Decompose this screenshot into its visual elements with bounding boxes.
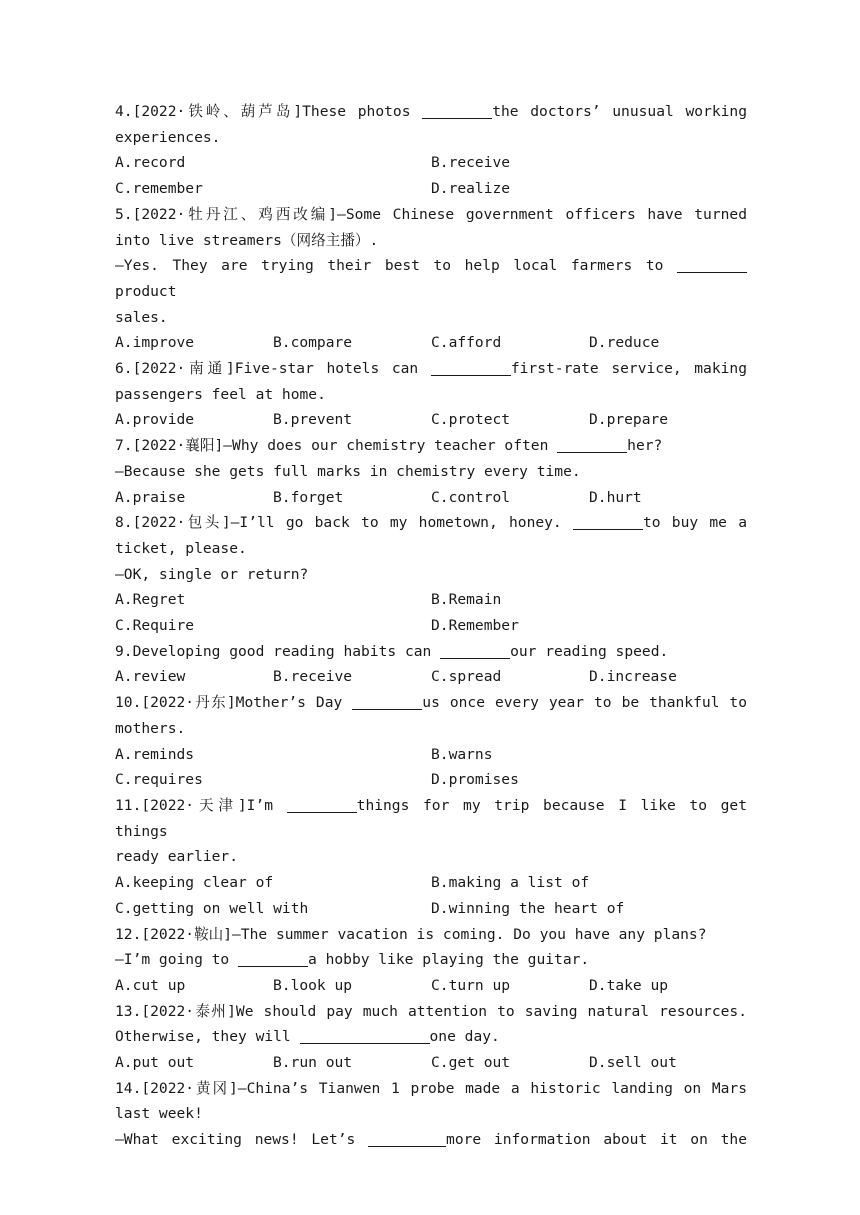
question-number: 4. — [115, 103, 133, 120]
answer-blank — [368, 1130, 446, 1147]
question-12-line-2 — [115, 947, 747, 973]
question-text: experiences. — [115, 128, 221, 146]
option-c: C.getting on well with — [115, 899, 309, 917]
question-text: [2022·南通]Five-star hotels can — [132, 360, 431, 378]
answer-blank — [422, 102, 492, 119]
question-text: [2022·泰州]We should pay much attention to saving natural resources. — [141, 1002, 747, 1020]
option-b: B.making a list of — [431, 874, 590, 892]
option-b: B.prevent — [273, 411, 353, 429]
option-b: B.compare — [273, 334, 353, 352]
question-text: Otherwise, they will — [115, 1028, 300, 1046]
option-d: D.winning the heart of — [431, 899, 625, 917]
question-text: [2022·铁岭、葫芦岛]These photos — [132, 103, 423, 120]
question-text: us once every year to be thankful to — [422, 694, 747, 712]
option-b: B.receive — [273, 668, 353, 686]
question-text: ticket, please. — [115, 539, 247, 557]
option-d: D.Remember — [431, 617, 519, 635]
option-c: C.turn up — [431, 976, 511, 994]
option-a: A.put out — [115, 1054, 195, 1072]
option-a: A.Regret — [115, 591, 186, 609]
question-text: Developing good reading habits can — [132, 642, 441, 660]
question-number: 5. — [115, 205, 133, 223]
option-d: D.sell out — [589, 1054, 677, 1072]
option-b: B.receive — [431, 154, 511, 172]
question-text: product — [115, 282, 177, 300]
option-a: A.cut up — [115, 976, 186, 994]
question-text: last week! — [115, 1105, 203, 1123]
question-number: 10. — [115, 694, 142, 712]
question-13-line-1 — [115, 999, 747, 1025]
question-13-line-2 — [115, 1024, 747, 1050]
question-text: passengers feel at home. — [115, 385, 326, 403]
question-text: more information about it on the — [446, 1131, 747, 1149]
question-text: [2022·包头]—I’ll go back to my hometown, honey. — [132, 514, 573, 532]
question-6-line-1 — [115, 356, 747, 382]
question-6-options — [115, 407, 747, 433]
question-text: into live streamers（网络主播）. — [115, 231, 379, 249]
option-c: C.protect — [431, 411, 511, 429]
question-5-line-1 — [115, 202, 747, 228]
question-10-line-1 — [115, 690, 747, 716]
question-text: [2022·牡丹江、鸡西改编]—Some Chinese government officers have turned — [132, 205, 747, 223]
question-5-options — [115, 330, 747, 356]
answer-blank — [300, 1027, 430, 1044]
question-list — [115, 99, 747, 1153]
question-number: 12. — [115, 925, 142, 943]
option-a: A.improve — [115, 334, 195, 352]
option-d: D.promises — [431, 771, 519, 789]
question-number: 14. — [115, 1079, 142, 1097]
answer-blank — [238, 950, 308, 967]
question-text: her? — [627, 437, 663, 455]
option-d: D.take up — [589, 976, 669, 994]
option-c: C.Require — [115, 617, 195, 635]
question-text: [2022·襄阳]—Why does our chemistry teacher often — [132, 437, 558, 455]
question-text: first-rate service, making — [510, 360, 747, 378]
question-4-options-row-2 — [115, 176, 747, 202]
option-a: A.praise — [115, 488, 186, 506]
question-text: —OK, single or return? — [115, 565, 309, 583]
question-text: —Yes. They are trying their best to help local farmers to — [115, 257, 677, 275]
question-11-line-1 — [115, 793, 747, 844]
question-text: [2022·丹东]Mother’s Day — [141, 694, 353, 712]
question-11-options-row-2 — [115, 896, 747, 922]
question-number: 13. — [115, 1002, 142, 1020]
option-b: B.look up — [273, 976, 353, 994]
option-c: C.requires — [115, 771, 203, 789]
question-11-options-row-1 — [115, 870, 747, 896]
answer-blank — [431, 359, 511, 376]
question-8-options-row-2 — [115, 613, 747, 639]
question-number: 8. — [115, 514, 133, 532]
option-d: D.increase — [589, 668, 677, 686]
option-d: D.reduce — [589, 334, 660, 352]
option-c: C.get out — [431, 1054, 511, 1072]
question-text: —Because she gets full marks in chemistry every time. — [115, 462, 581, 480]
question-text: to buy me a — [642, 514, 747, 532]
option-d: D.realize — [431, 180, 511, 198]
option-a: A.provide — [115, 411, 195, 429]
option-b: B.run out — [273, 1054, 353, 1072]
option-a: A.keeping clear of — [115, 874, 274, 892]
question-text: our reading speed. — [510, 642, 669, 660]
answer-blank — [557, 436, 627, 453]
question-7-line-1 — [115, 433, 747, 459]
question-text: ready earlier. — [115, 848, 239, 866]
question-text: —I’m going to — [115, 951, 239, 969]
question-text: one day. — [429, 1028, 500, 1046]
question-text: things for my trip because I like to get things — [115, 796, 747, 840]
option-b: B.Remain — [431, 591, 502, 609]
option-c: C.remember — [115, 180, 203, 198]
question-text: mothers. — [115, 719, 186, 737]
question-number: 6. — [115, 360, 133, 378]
question-8-options-row-1 — [115, 587, 747, 613]
question-text: the doctors’ unusual working — [492, 103, 747, 120]
option-a: A.reminds — [115, 745, 195, 763]
question-4-options-row-1 — [115, 150, 747, 176]
question-text: [2022·鞍山]—The summer vacation is coming. Do you have any plans? — [141, 925, 707, 943]
question-9-line-1 — [115, 639, 747, 665]
option-c: C.control — [431, 488, 511, 506]
question-number: 11. — [115, 796, 142, 814]
option-a: A.review — [115, 668, 186, 686]
question-number: 7. — [115, 437, 133, 455]
question-12-line-1 — [115, 922, 747, 948]
option-d: D.hurt — [589, 488, 642, 506]
question-10-options-row-1 — [115, 742, 747, 768]
answer-blank — [573, 513, 643, 530]
option-d: D.prepare — [589, 411, 669, 429]
question-text: [2022·黄冈]—China’s Tianwen 1 probe made a historic landing on Mars — [141, 1079, 747, 1097]
answer-blank — [440, 642, 510, 659]
question-14-line-1 — [115, 1076, 747, 1102]
option-b: B.warns — [431, 745, 493, 763]
question-9-options — [115, 664, 747, 690]
question-number: 9. — [115, 642, 133, 660]
option-a: A.record — [115, 154, 186, 172]
option-c: C.afford — [431, 334, 502, 352]
question-10-options-row-2 — [115, 767, 747, 793]
option-b: B.forget — [273, 488, 344, 506]
question-text: [2022·天津]I’m — [141, 796, 287, 814]
question-8-line-1 — [115, 510, 747, 536]
answer-blank — [352, 693, 422, 710]
question-13-options — [115, 1050, 747, 1076]
question-7-options — [115, 485, 747, 511]
answer-blank — [677, 256, 747, 273]
question-text: a hobby like playing the guitar. — [308, 951, 590, 969]
question-12-options — [115, 973, 747, 999]
question-14-line-3 — [115, 1127, 747, 1153]
option-c: C.spread — [431, 668, 502, 686]
question-4-line-1 — [115, 99, 747, 125]
answer-blank — [287, 796, 357, 813]
question-text: —What exciting news! Let’s — [115, 1131, 369, 1149]
question-5-line-3 — [115, 253, 747, 304]
question-text: sales. — [115, 308, 168, 326]
